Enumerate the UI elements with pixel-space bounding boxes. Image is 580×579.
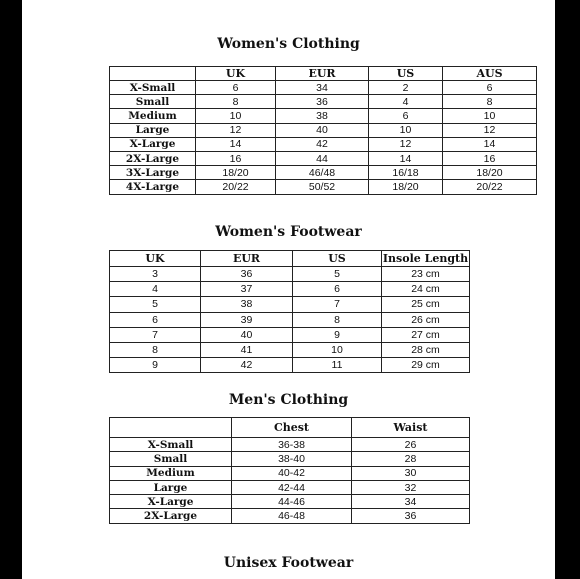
table-cell: 25 cm: [382, 297, 470, 312]
table-cell: 44-46: [232, 495, 352, 509]
table-cell: 16/18: [369, 166, 443, 180]
table-cell: 20/22: [196, 180, 276, 194]
table-cell: 39: [201, 312, 293, 327]
table-cell: 30: [352, 466, 470, 480]
size-label-cell: Small: [110, 95, 196, 109]
table-cell: 27 cm: [382, 327, 470, 342]
table-cell: 9: [110, 358, 201, 373]
womens-clothing-table: [109, 66, 537, 195]
table-cell: 34: [276, 81, 369, 95]
table-cell: 36: [276, 95, 369, 109]
size-label-cell: Small: [110, 452, 232, 466]
table-cell: 6: [196, 81, 276, 95]
table-row: [110, 81, 537, 95]
table-cell: 24 cm: [382, 282, 470, 297]
table-header-row: [110, 418, 470, 438]
size-label-cell: X-Large: [110, 137, 196, 151]
column-header: [110, 67, 196, 81]
table-cell: 10: [196, 109, 276, 123]
unisex-footwear-title: Unisex Footwear: [223, 555, 354, 571]
mens-clothing-table: [109, 417, 470, 524]
size-chart-sheet: [22, 0, 555, 579]
table-row: [110, 166, 537, 180]
table-cell: 26 cm: [382, 312, 470, 327]
table-cell: 50/52: [276, 180, 369, 194]
column-header: AUS: [443, 67, 537, 81]
table-cell: 18/20: [369, 180, 443, 194]
table-cell: 12: [196, 123, 276, 137]
table-cell: 8: [196, 95, 276, 109]
table-cell: 40-42: [232, 466, 352, 480]
table-cell: 8: [443, 95, 537, 109]
table-cell: 26: [352, 438, 470, 452]
table-row: [110, 267, 470, 282]
table-cell: 44: [276, 151, 369, 165]
table-cell: 40: [201, 327, 293, 342]
mens-clothing-title: Men's Clothing: [228, 392, 349, 408]
table-cell: 41: [201, 342, 293, 357]
table-cell: 16: [196, 151, 276, 165]
table-cell: 8: [293, 312, 382, 327]
table-cell: 10: [443, 109, 537, 123]
table-cell: 38: [276, 109, 369, 123]
column-header: US: [293, 251, 382, 267]
table-cell: 14: [369, 151, 443, 165]
table-row: [110, 137, 537, 151]
table-row: [110, 358, 470, 373]
table-row: [110, 509, 470, 523]
size-label-cell: 3X-Large: [110, 166, 196, 180]
size-label-cell: 2X-Large: [110, 151, 196, 165]
column-header: EUR: [276, 67, 369, 81]
column-header: [110, 418, 232, 438]
table-cell: 23 cm: [382, 267, 470, 282]
table-row: [110, 312, 470, 327]
size-label-cell: Large: [110, 480, 232, 494]
table-cell: 28: [352, 452, 470, 466]
table-cell: 46-48: [232, 509, 352, 523]
table-cell: 8: [110, 342, 201, 357]
table-cell: 6: [369, 109, 443, 123]
table-cell: 34: [352, 495, 470, 509]
table-row: [110, 495, 470, 509]
table-cell: 14: [443, 137, 537, 151]
table-cell: 40: [276, 123, 369, 137]
column-header: UK: [110, 251, 201, 267]
size-label-cell: X-Small: [110, 81, 196, 95]
table-cell: 7: [110, 327, 201, 342]
size-label-cell: Medium: [110, 109, 196, 123]
column-header: Waist: [352, 418, 470, 438]
table-cell: 20/22: [443, 180, 537, 194]
table-row: [110, 327, 470, 342]
table-cell: 2: [369, 81, 443, 95]
table-cell: 4: [369, 95, 443, 109]
table-row: [110, 480, 470, 494]
table-cell: 38-40: [232, 452, 352, 466]
table-row: [110, 342, 470, 357]
table-cell: 11: [293, 358, 382, 373]
womens-footwear-title: Women's Footwear: [215, 224, 362, 240]
table-cell: 36: [201, 267, 293, 282]
table-cell: 18/20: [196, 166, 276, 180]
table-cell: 38: [201, 297, 293, 312]
womens-clothing-title: Women's Clothing: [217, 36, 360, 52]
table-row: [110, 180, 537, 194]
table-cell: 5: [293, 267, 382, 282]
table-cell: 42-44: [232, 480, 352, 494]
table-cell: 5: [110, 297, 201, 312]
table-header-row: [110, 67, 537, 81]
size-label-cell: 2X-Large: [110, 509, 232, 523]
column-header: US: [369, 67, 443, 81]
table-cell: 37: [201, 282, 293, 297]
table-row: [110, 438, 470, 452]
womens-footwear-table: [109, 250, 470, 373]
table-cell: 10: [293, 342, 382, 357]
table-cell: 36-38: [232, 438, 352, 452]
size-label-cell: X-Small: [110, 438, 232, 452]
table-cell: 9: [293, 327, 382, 342]
table-row: [110, 466, 470, 480]
size-label-cell: Large: [110, 123, 196, 137]
column-header: Insole Length: [382, 251, 469, 265]
column-header: EUR: [201, 251, 293, 267]
table-cell: 12: [369, 137, 443, 151]
table-cell: 6: [443, 81, 537, 95]
table-cell: 6: [110, 312, 201, 327]
table-row: [110, 95, 537, 109]
table-cell: 6: [293, 282, 382, 297]
table-row: [110, 109, 537, 123]
table-cell: 32: [352, 480, 470, 494]
table-cell: 46/48: [276, 166, 369, 180]
table-row: [110, 452, 470, 466]
table-cell: 4: [110, 282, 201, 297]
table-cell: 12: [443, 123, 537, 137]
table-cell: 42: [276, 137, 369, 151]
table-cell: 7: [293, 297, 382, 312]
table-row: [110, 297, 470, 312]
column-header: Chest: [232, 418, 352, 438]
table-row: [110, 123, 537, 137]
table-cell: 28 cm: [382, 342, 470, 357]
table-cell: 36: [352, 509, 470, 523]
table-cell: 18/20: [443, 166, 537, 180]
table-cell: 16: [443, 151, 537, 165]
table-cell: 3: [110, 267, 201, 282]
table-row: [110, 151, 537, 165]
table-header-row: [110, 251, 470, 267]
size-label-cell: Medium: [110, 466, 232, 480]
table-row: [110, 282, 470, 297]
size-label-cell: X-Large: [110, 495, 232, 509]
column-header: UK: [196, 67, 276, 81]
table-cell: 29 cm: [382, 358, 470, 373]
table-cell: 42: [201, 358, 293, 373]
table-cell: 10: [369, 123, 443, 137]
size-label-cell: 4X-Large: [110, 180, 196, 194]
table-cell: 14: [196, 137, 276, 151]
